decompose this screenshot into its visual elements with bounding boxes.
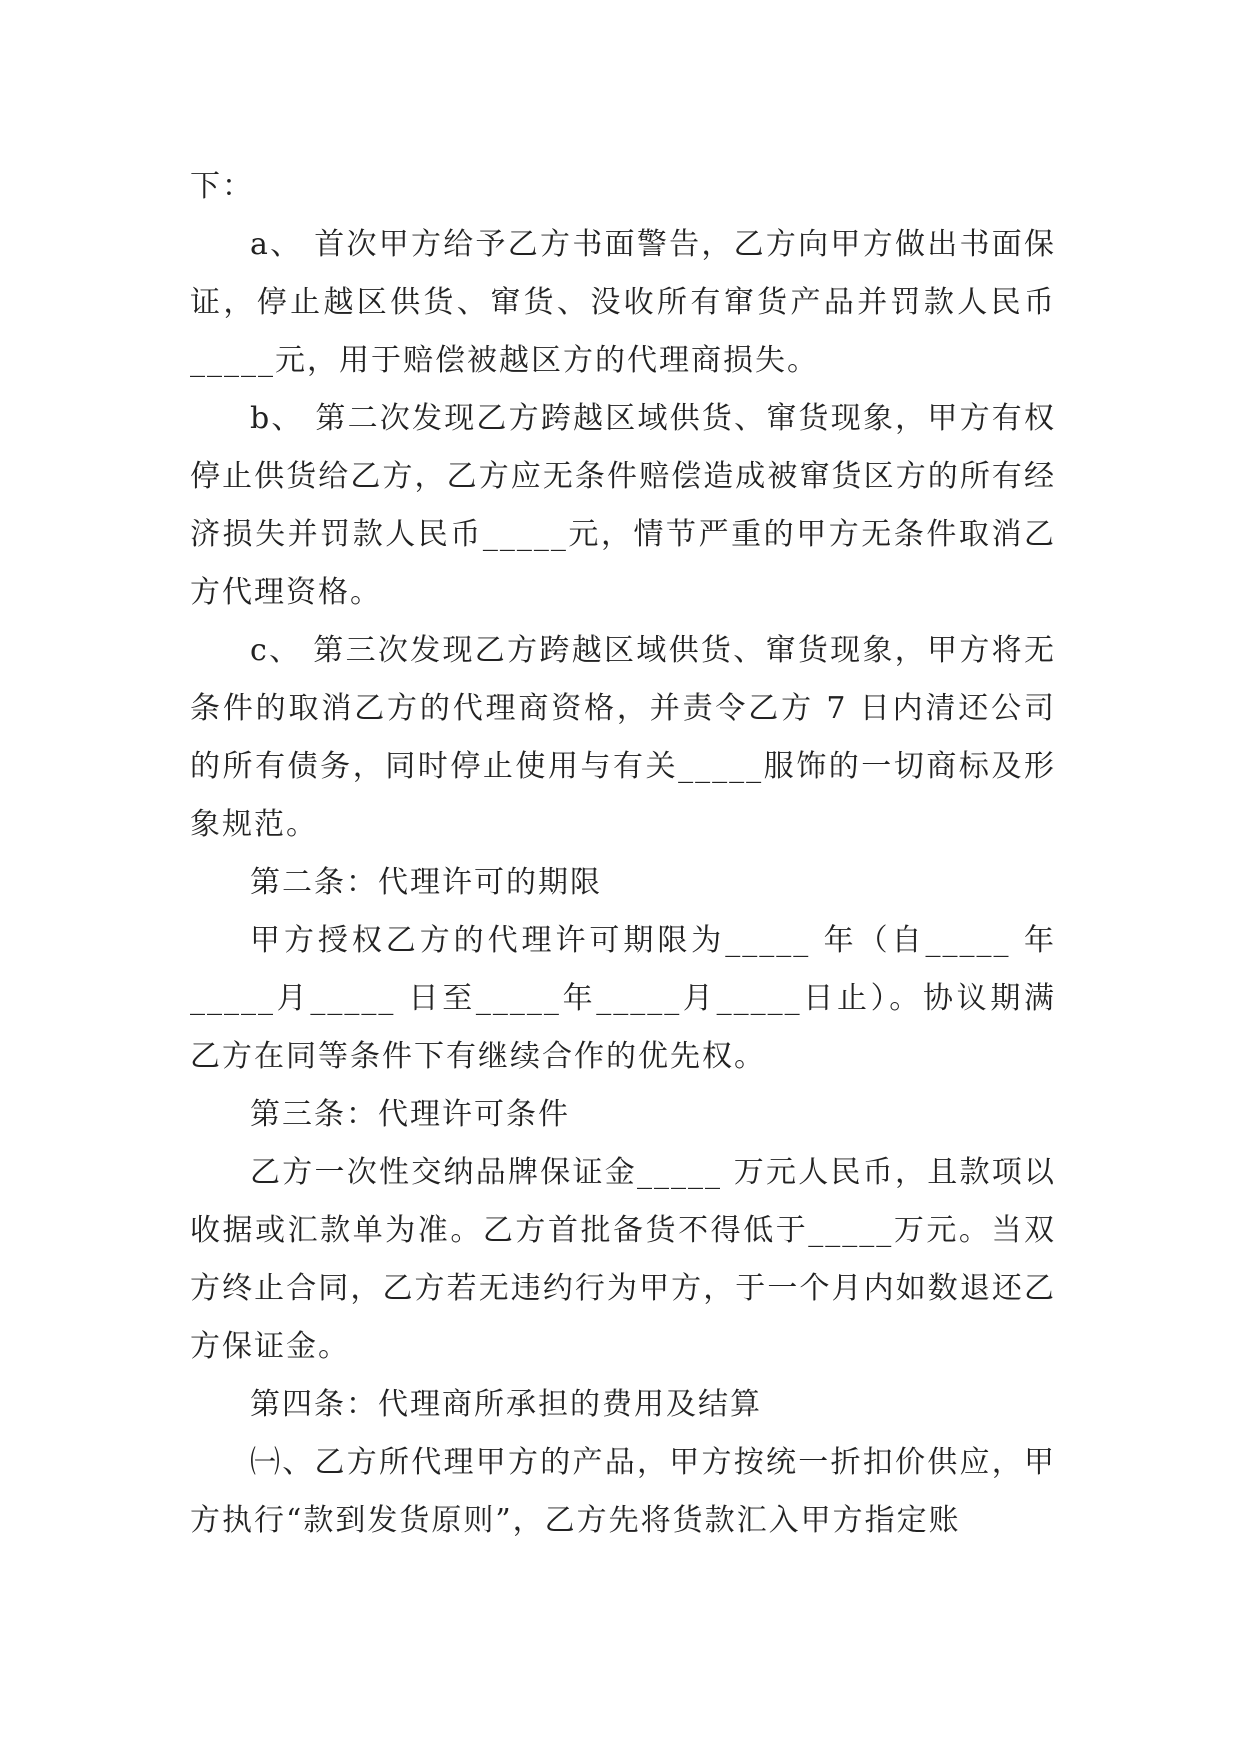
paragraph-text: 乙方一次性交纳品牌保证金_____ 万元人民币，且款项以收据或汇款单为准。乙方首批备货不得低于_____万元。当双方终止合同，乙方若无违约行为甲方，于一个月内如数退还乙方保证金。 (190, 1155, 1056, 1364)
clause-c (190, 622, 1056, 854)
heading-text: 第二条：代理许可的期限 (250, 865, 602, 900)
paragraph-text: 甲方授权乙方的代理许可期限为_____ 年（自_____ 年_____月_____ 日至_____年_____月_____日止）。协议期满乙方在同等条件下有继续合作的优先权。 (190, 923, 1056, 1074)
clause-a (190, 216, 1056, 390)
article-4-heading (190, 1376, 1056, 1434)
article-2-body (190, 912, 1056, 1086)
paragraph-text: a、 首次甲方给予乙方书面警告，乙方向甲方做出书面保证，停止越区供货、窜货、没收所有窜货产品并罚款人民币_____元，用于赔偿被越区方的代理商损失。 (190, 227, 1056, 378)
paragraph-continuation (190, 158, 1056, 216)
paragraph-text: 下： (190, 169, 254, 204)
clause-b (190, 390, 1056, 622)
article-3-heading (190, 1086, 1056, 1144)
article-2-heading (190, 854, 1056, 912)
heading-text: 第三条：代理许可条件 (250, 1097, 570, 1132)
paragraph-text: b、 第二次发现乙方跨越区域供货、窜货现象，甲方有权停止供货给乙方，乙方应无条件赔偿造成被窜货区方的所有经济损失并罚款人民币_____元，情节严重的甲方无条件取消乙方代理资格。 (190, 401, 1056, 610)
article-4-body (190, 1434, 1056, 1550)
heading-text: 第四条：代理商所承担的费用及结算 (250, 1387, 762, 1422)
article-3-body (190, 1144, 1056, 1376)
paragraph-text: c、 第三次发现乙方跨越区域供货、窜货现象，甲方将无条件的取消乙方的代理商资格，并责令乙方 7 日内清还公司的所有债务，同时停止使用与有关_____服饰的一切商标及形象规范。 (190, 633, 1056, 842)
paragraph-text: ㈠、乙方所代理甲方的产品，甲方按统一折扣价供应，甲方执行“款到发货原则”，乙方先将货款汇入甲方指定账 (190, 1445, 1056, 1538)
document-page (190, 158, 1056, 1550)
